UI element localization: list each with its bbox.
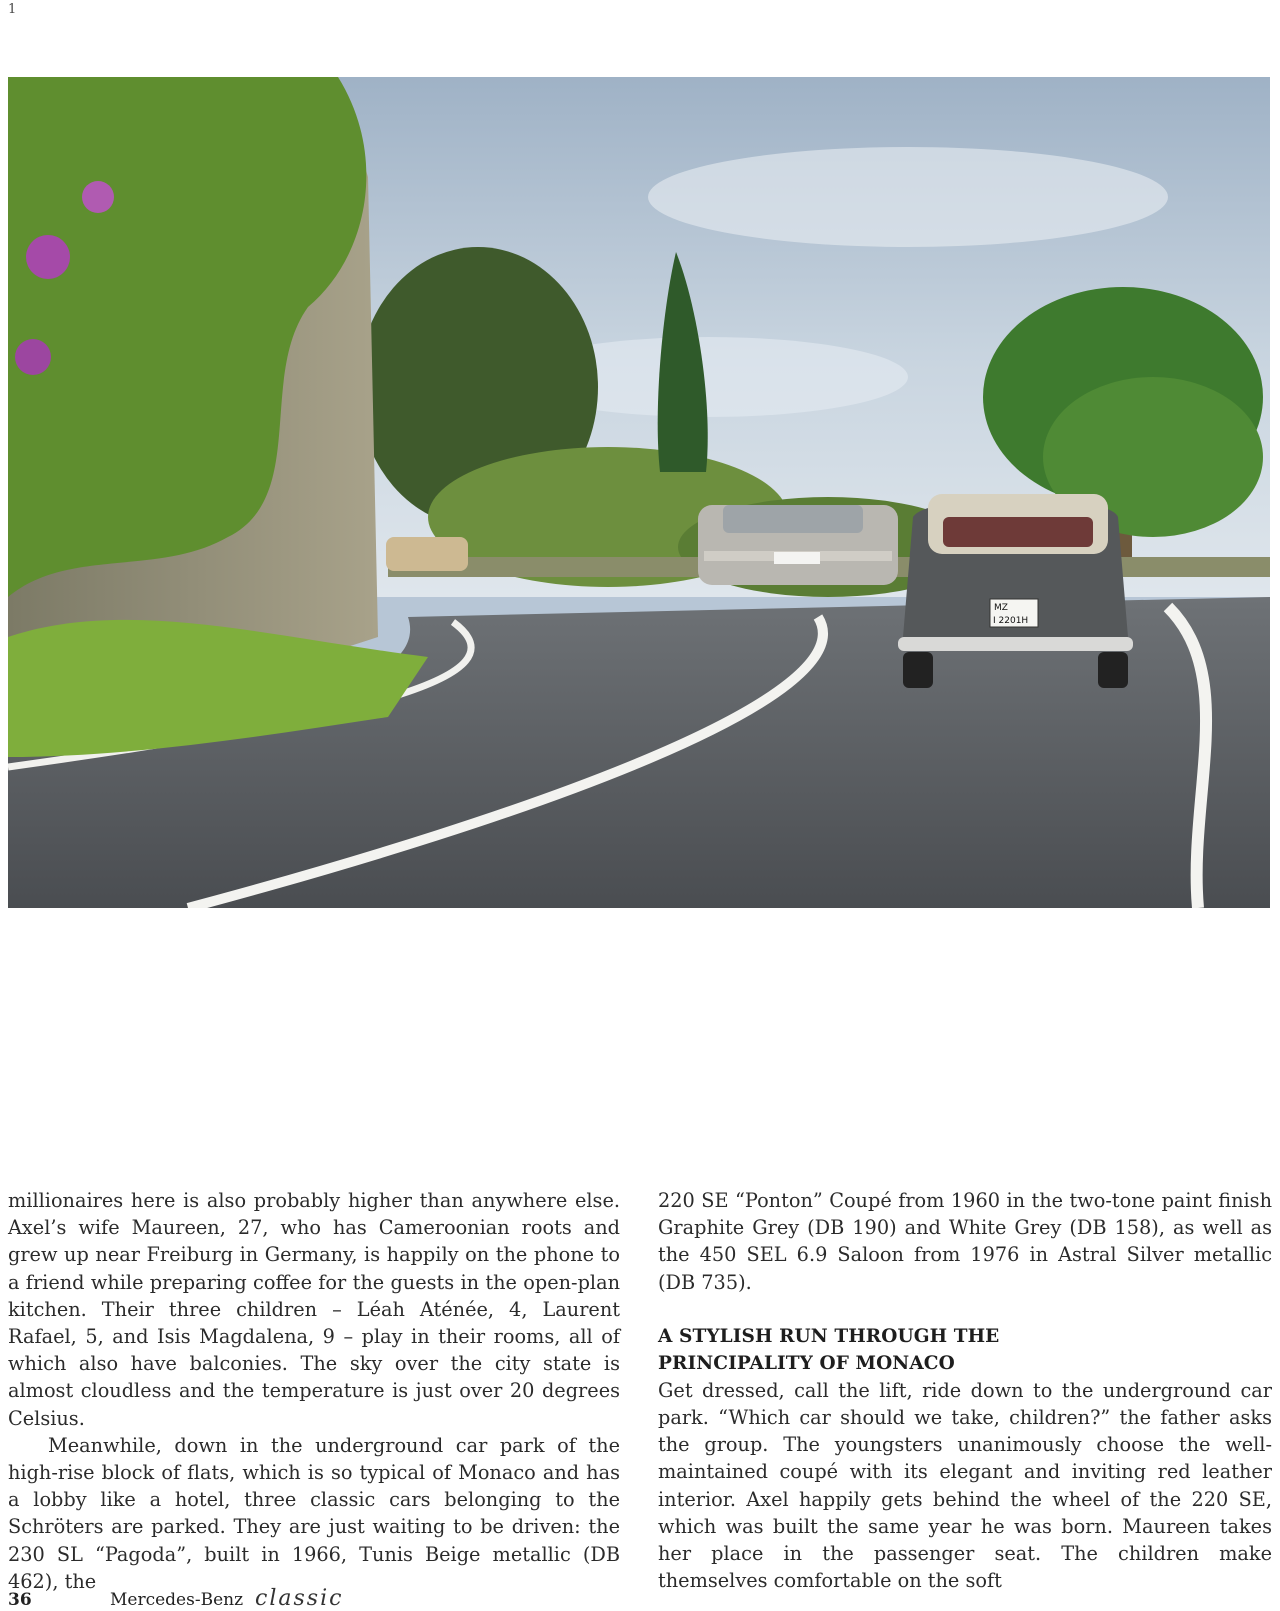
magazine-brand-script: classic — [255, 1586, 344, 1611]
section-heading-line-1: A STYLISH RUN THROUGH THE — [658, 1325, 1000, 1347]
article-left-column — [8, 1187, 620, 1595]
page-folio: 36 — [8, 1590, 32, 1610]
right-paragraph-intro: 220 SE “Ponton” Coupé from 1960 in the two-tone paint finish Graphite Grey (DB 190) and White Grey (DB 158), as well as the 450 SEL 6.9 Saloon from 1976 in Astral Silver metallic (DB 735). — [658, 1189, 1272, 1294]
plate-number-text: I 2201H — [993, 616, 1029, 626]
article-right-column — [658, 1187, 1272, 1594]
coastal-road-photo — [8, 77, 1270, 908]
magazine-brand: Mercedes-Benz — [110, 1590, 244, 1610]
page-top-number: 1 — [8, 2, 17, 17]
paragraph-spacer — [658, 1296, 1272, 1323]
hero-photo — [8, 77, 1270, 908]
page-footer — [8, 1586, 344, 1611]
plate-left-text: MZ — [994, 603, 1008, 613]
left-paragraph-2: Meanwhile, down in the underground car park of the high-rise block of flats, which is so typical of Monaco and has a lobby like a hotel, three classic cars belonging to the Schröters are parked. They are just waiting to be driven: the 230 SL “Pagoda”, built in 1966, Tunis Beige metallic (DB 462), the — [8, 1433, 620, 1593]
left-paragraph-1: millionaires here is also probably higher than anywhere else. Axel’s wife Maureen, 27, who has Cameroonian roots and grew up near Freiburg in Germany, is happily on the phone to a friend while preparing coffee for the guests in the open-plan kitchen. Their three children – Léah Aténée, 4, Laurent Rafael, 5, and Isis Magdalena, 9 – play in their rooms, all of which also have balconies. The sky over the city state is almost cloudless and the temperature is just over 20 degrees Celsius. — [8, 1189, 620, 1430]
right-paragraph-body: Get dressed, call the lift, ride down to the underground car park. “Which car should we take, children?” the father asks the group. The youngsters unanimously choose the well-maintained coupé with its elegant and inviting red leather interior. Axel happily gets behind the wheel of the 220 SE, which was built the same year he was born. Maureen takes her place in the passenger seat. The children make themselves comfortable on the soft — [658, 1378, 1272, 1593]
section-heading-line-2: PRINCIPALITY OF MONACO — [658, 1352, 955, 1374]
